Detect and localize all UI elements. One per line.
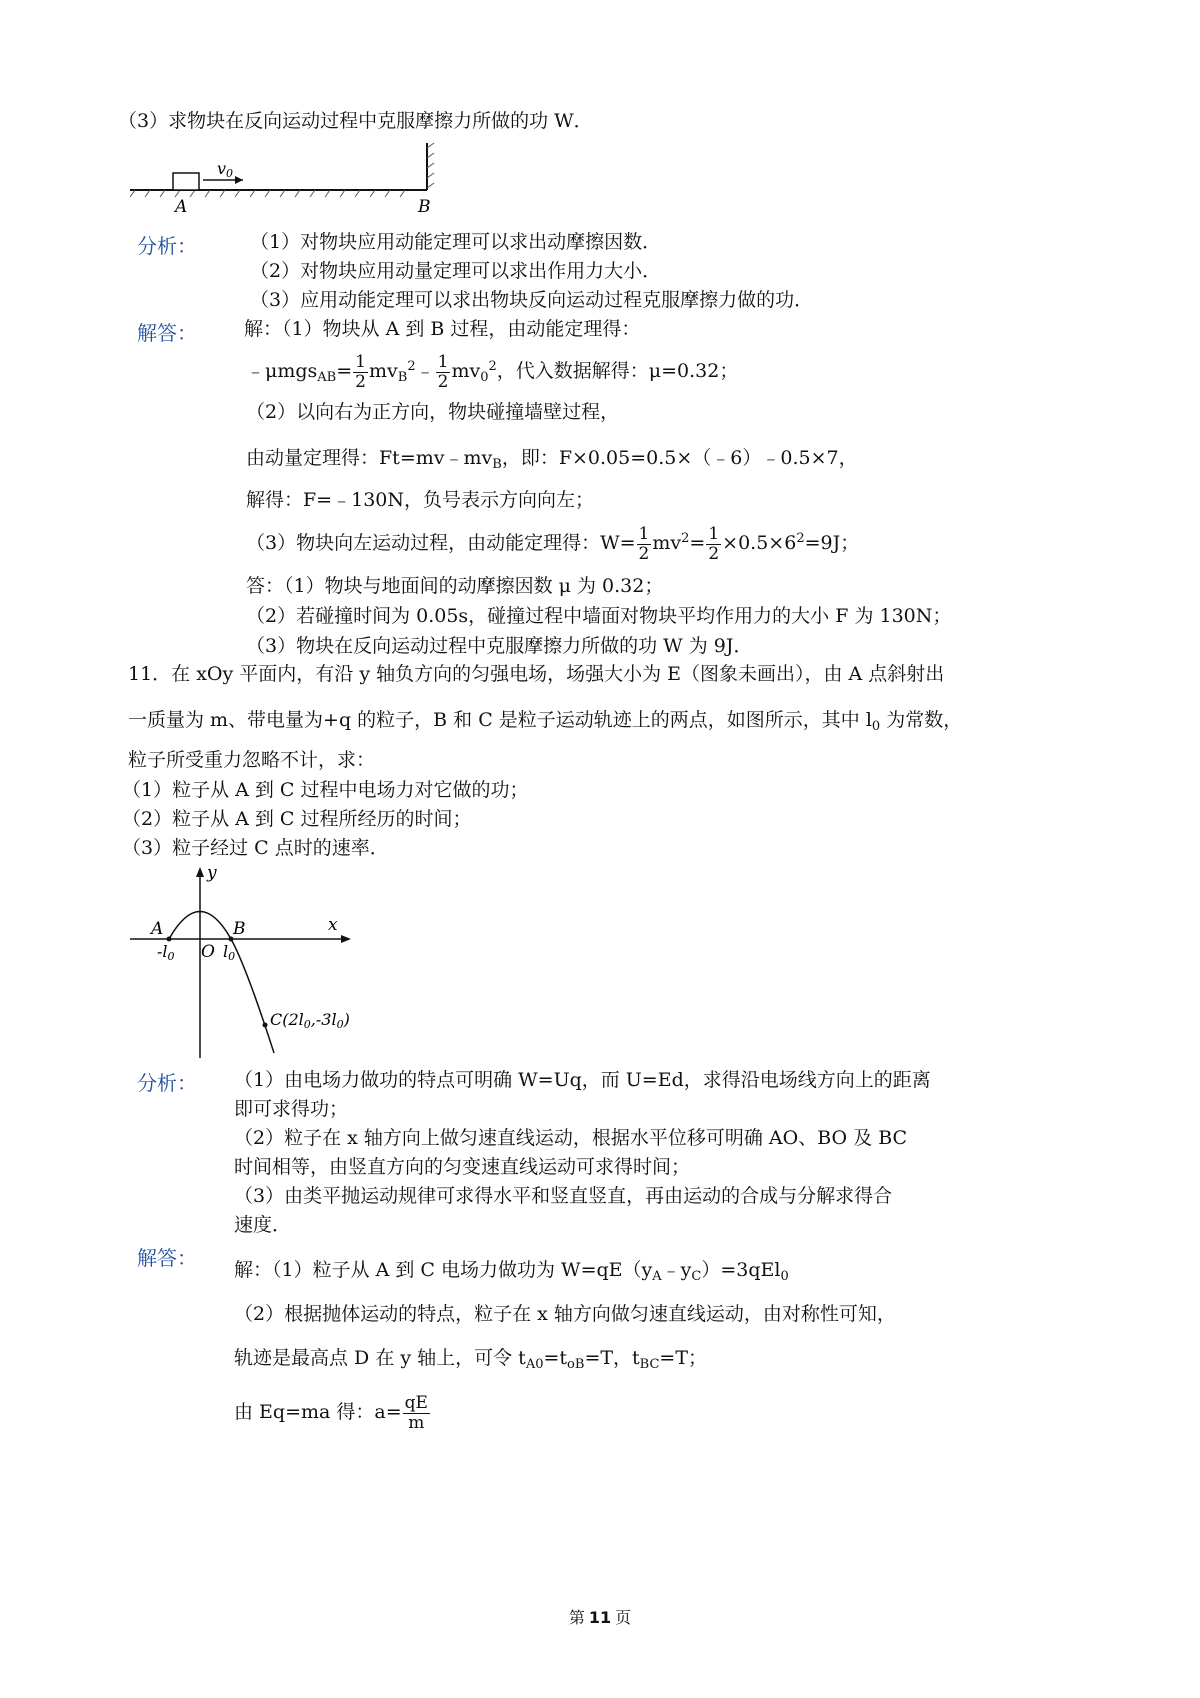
solution-line: 轨迹是最高点 D 在 y 轴上，可令 $t_{A0}=t_{oB}=T$，$t_{BC}=T$；	[234, 1347, 708, 1372]
answer-label: 解答：	[137, 1246, 197, 1270]
q11-line: 一质量为 m、带电量为+q 的粒子，B 和 C 是粒子运动轨迹上的两点，如图所示，其中 $l_0$ 为常数，	[128, 709, 963, 734]
analysis-line: （3）应用动能定理可以求出物块反向运动过程克服摩擦力做的功．	[250, 289, 814, 311]
analysis-line: （1）由电场力做功的特点可明确 W=Uq，而 U=Ed，求得沿电场线方向上的距离	[234, 1069, 931, 1091]
q11-line: （2）粒子从 A 到 C 过程所经历的时间；	[122, 808, 472, 830]
label-B: B	[233, 919, 246, 939]
question-part-3: （3）求物块在反向运动过程中克服摩擦力所做的功 W．	[118, 110, 593, 132]
analysis-line: 时间相等，由竖直方向的匀变速直线运动可求得时间；	[234, 1156, 691, 1178]
block	[173, 173, 199, 190]
answer-label: 解答：	[137, 321, 197, 345]
solution-line: 解得：F=﹣130N，负号表示方向向左；	[246, 489, 594, 511]
analysis-line: （2）对物块应用动量定理可以求出作用力大小．	[250, 260, 662, 282]
solution-line: （2）根据抛体运动的特点，粒子在 x 轴方向做匀速直线运动，由对称性可知，	[234, 1303, 896, 1325]
analysis-label: 分析：	[137, 1071, 197, 1095]
label-A: A	[151, 919, 164, 939]
q11-line: （3）粒子经过 C 点时的速率．	[122, 837, 389, 859]
label-v0: v0	[217, 159, 234, 180]
page-number: 第 11 页	[568, 1608, 632, 1627]
q11-line: 11．在 xOy 平面内，有沿 y 轴负方向的匀强电场，场强大小为 E（图象未画出），由 A 点斜射出	[128, 663, 945, 685]
point-A	[167, 937, 172, 942]
label-C: C(2l0,-3l0)	[270, 1010, 350, 1031]
q11-line: 粒子所受重力忽略不计，求：	[128, 749, 376, 771]
label-l0: l0	[223, 942, 236, 963]
solution-line: （2）以向右为正方向，物块碰撞墙壁过程，	[246, 401, 620, 423]
analysis-label: 分析：	[137, 234, 197, 258]
point-C	[263, 1023, 268, 1028]
trajectory-curve	[169, 912, 274, 1054]
solution-line: 解：（1）粒子从 A 到 C 电场力做功为 $W=qE(y_A﹣y_C)=3qEl_0$	[234, 1259, 789, 1284]
answer-line: （2）若碰撞时间为 0.05s，碰撞过程中墙面对物块平均作用力的大小 F 为 130N；	[246, 605, 952, 627]
analysis-line: （1）对物块应用动能定理可以求出动摩擦因数．	[250, 231, 662, 253]
label-B: B	[418, 197, 431, 217]
answer-line: 答：（1）物块与地面间的动摩擦因数 μ 为 0.32；	[246, 575, 664, 597]
label-neg-l0: -l0	[157, 942, 175, 963]
solution-equation: 由 Eq=ma 得：a= $\frac{qE}{m}$	[234, 1392, 428, 1433]
label-O: O	[201, 942, 215, 962]
axis-x-label: x	[328, 915, 338, 935]
figure-block-wall	[125, 140, 445, 220]
figure-trajectory	[125, 860, 375, 1060]
solution-line: 解：（1）物块从 A 到 B 过程，由动能定理得：	[244, 318, 641, 340]
analysis-line: （3）由类平抛运动规律可求得水平和竖直竖直，再由运动的合成与分解求得合	[234, 1185, 893, 1207]
analysis-line: 速度．	[234, 1214, 292, 1236]
axis-y-label: y	[207, 863, 217, 883]
label-A: A	[175, 197, 188, 217]
solution-line: 由动量定理得：$Ft=mv﹣mv_B$，即：F×0.05=0.5×（﹣6）﹣0.5×7，	[246, 447, 858, 472]
analysis-line: （2）粒子在 x 轴方向上做匀速直线运动，根据水平位移可明确 AO、BO 及 BC	[234, 1127, 908, 1149]
answer-line: （3）物块在反向运动过程中克服摩擦力所做的功 W 为 9J．	[246, 635, 753, 657]
analysis-line: 即可求得功；	[234, 1098, 349, 1120]
solution-equation-3: （3）物块向左运动过程，由动能定理得：W= $\frac{1}{2}$ $mv^2=$ $\frac{1}{2}$ $\times 0.5\times 6^2=9J$；	[246, 523, 860, 564]
q11-line: （1）粒子从 A 到 C 过程中电场力对它做的功；	[122, 779, 529, 801]
solution-equation-1: ﹣μmgs$_{AB}$= $\frac{1}{2}$ $mv_B^2﹣$ $\frac{1}{2}$ $mv_0^2$，代入数据解得：μ=0.32；	[246, 351, 739, 392]
